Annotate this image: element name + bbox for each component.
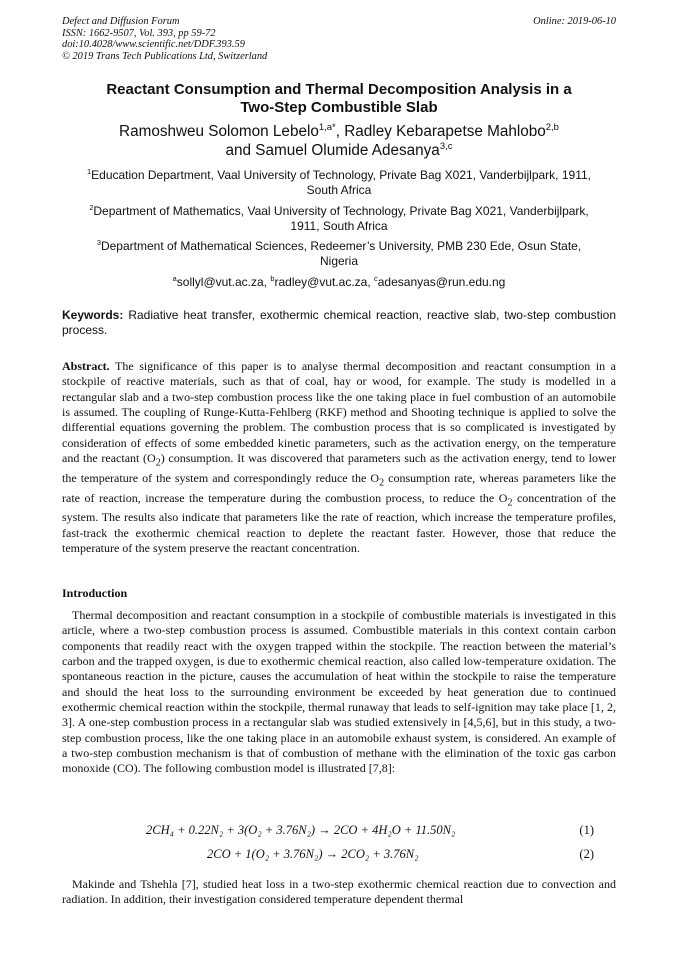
journal-name: Defect and Diffusion Forum	[62, 16, 180, 27]
author-sep: ,	[335, 123, 345, 140]
equation-1-expression: 2CH₄ + 0.22N₂ + 3(O₂ + 3.76N₂) → 2CO + 4H₂O + 11.50N₂	[146, 823, 456, 837]
author-list	[62, 122, 616, 160]
keywords-label: Keywords:	[62, 308, 124, 322]
affiliation-1-sup: 1	[87, 167, 92, 176]
affiliation-2	[62, 204, 616, 234]
equation-2-expression: 2CO + 1(O₂ + 3.76N₂) → 2CO₂ + 3.76N₂	[207, 847, 419, 861]
doi-line: doi:10.4028/www.scientific.net/DDF.393.59	[62, 39, 245, 51]
equation-2-number: (2)	[579, 847, 594, 861]
email-line	[62, 275, 616, 290]
author-2: Radley Kebarapetse Mahlobo	[344, 123, 546, 140]
abstract-text-3: consumption rate, whereas parameters like the rate of reaction, increase the temperature during the combustion process, to reduce the O	[62, 470, 616, 505]
author-1-sup: 1,a*	[318, 121, 336, 133]
abstract-label: Abstract.	[62, 359, 110, 373]
equation-2	[62, 847, 616, 863]
affiliation-3	[62, 239, 616, 269]
abstract-text-2: ) consumption. It was discovered that parameters such as the activation energy, tend to lower the temperature of the system and correspondingly reduce the O	[62, 451, 617, 485]
abstract-text-1: The significance of this paper is to analyse thermal decomposition and reactant consumption in a stockpile of reactive materials, such as that of coal, hay or wood, for example. The study is modelled in a rectangular slab and a two-step combustion process like the one taking place in fuel combustion of an automobile is assumed. The coupling of Runge-Kutta-Fehlberg (RKF) method and Shooting technique is applied to solve the differential equations governing the problem. The combustion process that is so complicated is investigated by consideration of effects of some embedded kinetic parameters, such as the activation energy, on the temperature and the reactant (O	[62, 359, 616, 466]
affiliation-3-line-1: Department of Mathematical Sciences, Redeemer’s University, PMB 230 Ede, Osun State,	[100, 239, 582, 253]
keywords	[62, 308, 616, 338]
affiliation-1-line-2: South Africa	[306, 183, 372, 197]
affiliation-1-line-1: Education Department, Vaal University of Technology, Private Bag X021, Vanderbijlpark, 1911,	[91, 168, 591, 182]
abstract-text-4: concentration of the system. The results also indicate that parameters like the rate of reaction, which increase the temperature profiles, fast-track the exothermic chemical reaction to deplete the reactant faster. However, those that reduce the temperature of the system preserve the reactant concentration.	[62, 490, 616, 555]
copyright-line: © 2019 Trans Tech Publications Ltd, Switzerland	[62, 50, 268, 62]
abstract-sub-1: 2	[155, 457, 161, 469]
email-c-sup: c	[374, 274, 378, 283]
author-2-sup: 2,b	[545, 121, 559, 133]
title-line-2: Two-Step Combustible Slab	[240, 99, 438, 116]
equation-1-number: (1)	[579, 823, 594, 837]
email-b: radley@vut.ac.za,	[274, 275, 375, 289]
issn-line: ISSN: 1662-9507, Vol. 393, pp 59-72	[62, 27, 216, 39]
email-b-sup: b	[270, 274, 275, 283]
email-a-sup: a	[172, 274, 177, 283]
email-a: sollyl@vut.ac.za,	[176, 275, 271, 289]
author-3: Samuel Olumide Adesanya	[255, 142, 440, 159]
paper-title	[62, 81, 616, 117]
online-date: Online: 2019-06-10	[533, 16, 616, 27]
keywords-text: Radiative heat transfer, exothermic chemical reaction, reactive slab, two-step combustion process.	[62, 308, 616, 337]
abstract-sub-3: 2	[507, 496, 513, 508]
abstract	[62, 359, 616, 556]
author-and: and	[225, 142, 256, 159]
affiliation-2-line-1: Department of Mathematics, Vaal University of Technology, Private Bag X021, Vanderbijlpark,	[93, 204, 589, 218]
intro-paragraph-1: Thermal decomposition and reactant consumption in a stockpile of combustible materials is investigated in this article, where a two-step combustion process is assumed. Combustible materials in this context contain carbon components that readily react with the oxygen trapped within the stockpile. The reaction between the material’s carbon and the trapped oxygen, is due to exothermic chemical reaction, also called low-temperature oxidation. The spontaneous reaction in the picture, causes the accumulation of heat within the stockpile to raise the temperature and should the heat loss to the surrounding environment be exceeded by heat generation due to continued exothermic chemical reaction within the stockpile, thermal runaway that leads to self-ignition may take place [1, 2, 3]. A one-step combustion process in a rectangular slab was studied extensively in [4,5,6], but in this study, a two-step combustion process, like the one taking place in an automobile exhaust system, is considered. An example of a two-step combustion mechanism is that of combustion of methane with the elimination of the toxic gas carbon monoxide (CO). The following combustion model is illustrated [7,8]:	[62, 608, 616, 776]
author-3-sup: 3,c	[439, 140, 453, 152]
intro-paragraph-2: Makinde and Tshehla [7], studied heat loss in a two-step exothermic chemical reaction due to convection and radiation. In addition, their investigation considered temperature dependent thermal	[62, 877, 616, 907]
affiliation-2-line-2: 1911, South Africa	[290, 219, 388, 233]
author-1: Ramoshweu Solomon Lebelo	[119, 123, 319, 140]
equation-1	[62, 823, 616, 839]
abstract-sub-2: 2	[379, 477, 385, 489]
email-c: adesanyas@run.edu.ng	[377, 275, 506, 289]
affiliation-3-line-2: Nigeria	[319, 254, 358, 268]
affiliation-3-sup: 3	[96, 238, 101, 247]
affiliation-2-sup: 2	[89, 203, 94, 212]
title-line-1: Reactant Consumption and Thermal Decomposition Analysis in a	[106, 81, 572, 98]
journal-header	[62, 16, 616, 62]
section-heading-introduction: Introduction	[62, 586, 128, 600]
affiliation-1	[62, 168, 616, 198]
